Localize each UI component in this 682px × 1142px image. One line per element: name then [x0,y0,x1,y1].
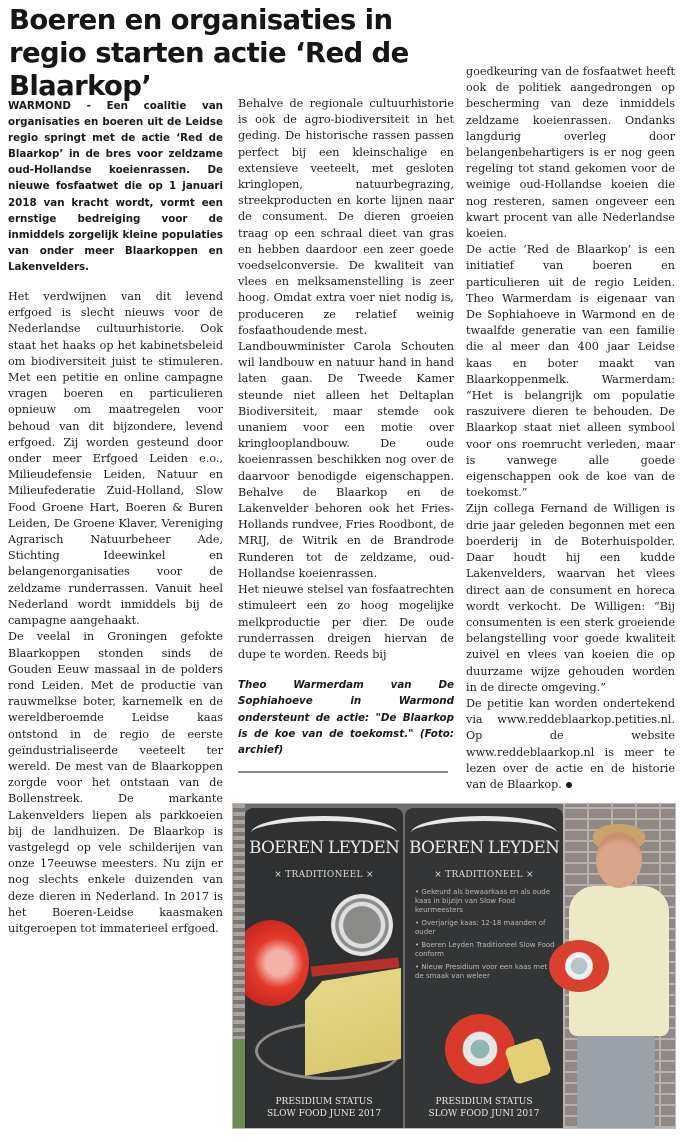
sign-footer-line2: SLOW FOOD JUNE 2017 [266,1109,382,1119]
seal-stamp-icon [331,894,393,956]
caption-divider [238,771,448,773]
column-2 [238,96,454,773]
person-head [596,832,642,888]
paragraph-final-text: De petitie kan worden ondertekend via www.reddeblaarkop.petities.nl. Op de website www.reddeblaarkop.nl is meer te lezen over de actie en de historie van de Blaarkop. [466,696,675,791]
sign-footer-line2: SLOW FOOD JUNI 2017 [428,1109,540,1119]
paragraph: De veelal in Groningen gefokte Blaarkoppen stonden sinds de Gouden Eeuw massaal in de polders rond Leiden. Met de productie van rauwmelkse boter, karnemelk en de wereldberoemde Leidse kaas ontstond in de regio de eerste geïndustrialiseerde veeteelt ter wereld. De mest van de Blaarkoppen zorgde voor het ontstaan van de Bollenstreek. De markante Lakenvelders liepen als parkkoeien bij de landhuizen. De Blaarkop is vastgelegd op vele schilderijen van onze 17eeuwse meesters. Nu zijn er nog slechts enkele duizenden van deze dieren in Nederland. In 2017 is het Boeren-Leidse kaasmaken uitgeroepen tot immaterieel erfgoed. [8,630,223,935]
paragraph: Zijn collega Fernand de Willigen is drie jaar geleden begonnen met een boerderij in de Boterhuispolder. Daar houdt hij een kudde Lakenvelders, waarvan het vlees direct aan de consument en horeca wordt verkocht. De Willigen: “Bij consumenten is een sterk groeiende belangstelling voor goede kwaliteit zuivel en vlees van koeien die op duurzame wijze gehouden worden in de directe omgeving.” [466,502,675,694]
person-legs [577,1030,655,1128]
sign-bullets [415,888,555,985]
article-photo [232,803,676,1129]
paragraph: De actie ‘Red de Blaarkop’ is een initiatief van boeren en particulieren uit de regio Leiden. Theo Warmerdam is eigenaar van De Sophiahoeve in Warmond en de twaalfde generatie van een familie die al meer dan 400 jaar Leidse kaas en boter maakt van Blaarkoppenmelk. Warmerdam: “Het is belangrijk om populatie raszuivere dieren te behouden. De Blaarkop staat niet alleen symbool voor ons roemrucht verleden, maar is vanwege alle goede eigenschappen ook de koe van de toekomst.” [466,243,675,500]
cheese-wheel [445,1014,515,1084]
sign-footer [249,1093,399,1120]
scallop-border [411,816,557,833]
sign-subtitle: × TRADITIONEEL × [434,870,534,880]
paragraph: Behalve de regionale cultuurhistorie is ook de agro-biodiversiteit in het geding. De historische rassen passen perfect bij een kleinschalige en extensieve veeteelt, met gesloten kringlopen, natuurbegrazing, streekproducten en korte lijnen naar de consument. De dieren groeien traag op een schraal dieet van gras en hebben daardoor een zeer goede voedselconversie. De kwaliteit van vlees en melksamenstelling is zeer hoog. Omdat extra voer niet nodig is, produceren ze relatief weinig fosfaathoudende mest. [238,97,454,337]
column-3 [466,64,675,793]
paragraph-final [466,696,675,793]
article-intro [8,98,223,275]
sign-footer [409,1093,559,1120]
paragraph: Landbouwminister Carola Schouten wil landbouw en natuur hand in hand laten gaan. De Tweede Kamer steunde niet alleen het Deltaplan Biodiversiteit, maar stemde ook unaniem voor een motie over kringlooplandbouw. De oude koeienrassen beschikken nog over de daarvoor benodigde eigenschappen. Behalve de Blaarkop en de Lakenvelder behoren ook het Fries-Hollands rundvee, Fries Roodbont, de MRIJ, de Witrik en de Brandrode Runderen tot de zeldzame, oud-Hollandse koeienrassen. [238,340,454,580]
chalkboard-sign-2 [405,808,563,1128]
column-1-body [8,289,223,937]
dateline: WARMOND [8,100,71,112]
paragraph: Het nieuwe stelsel van fosfaatrechten stimuleert een zo hoog mogelijke melkproductie per dier. De oude runderrassen dreigen hiervan de dupe te worden. Reeds bij [238,583,454,661]
column-3-body [466,64,675,793]
column-2-body [238,96,454,663]
photo-caption: Theo Warmerdam van De Sophiahoeve in Warmond ondersteunt de actie: "De Blaarkop is de koe van de toekomst." (Foto: archief) [238,679,454,757]
sign-footer-line1: PRESIDIUM STATUS [275,1097,373,1107]
held-cheese-wheel [549,940,609,992]
sign-bullet: • Boeren Leyden Traditioneel Slow Food conform [415,941,555,958]
paragraph: Het verdwijnen van dit levend erfgoed is slecht nieuws voor de Nederlandse cultuurhistorie. Ook staat het haaks op het kabinetsbeleid om biodiversiteit juist te stimuleren. Met een petitie en online campagne vragen boeren en particulieren opnieuw om maatregelen voor behoud van dit bijzondere, levend erfgoed. Zij worden gesteund door onder meer Erfgoed Leiden e.o., Milieudefensie Leiden, Natuur en Milieufederatie Zuid-Holland, Slow Food Groene Hart, Boeren & Buren Leiden, De Groene Klaver, Vereniging Agrarisch Natuurbeheer Ade, Stichting Ideewinkel en belangenorganisaties voor de zeldzame runderrassen. Vanuit heel Nederland wordt inmiddels bij de campagne aangehaakt. [8,290,223,628]
sign-bullet: • Overjarige kaas: 12-18 maanden of ouder [415,919,546,936]
article-headline: Boeren en organisaties in regio starten actie ‘Red de Blaarkop’ [9,4,409,102]
end-mark-icon [566,782,572,788]
scallop-border [251,816,397,833]
sign-bullet: • Gekeurd als bewaarkaas en als oude kaas in bijzijn van Slow Food keurmeesters [415,888,551,914]
column-1 [8,98,223,937]
sign-brand: BOEREN LEYDEN [408,838,560,858]
paragraph: goedkeuring van de fosfaatwet heeft ook de politiek aangedrongen op bescherming van deze inmiddels zeldzame koeienrassen. Ondanks langdurig overleg door belangenbehartigers is er nog geen regeling tot stand gekomen voor de weinige oud-Hollandse koeien die nog resteren, samen ongeveer een kwart procent van alle Nederlandse koeien. [466,65,675,241]
sign-subtitle: × TRADITIONEEL × [274,870,374,880]
sign-footer-line1: PRESIDIUM STATUS [435,1097,533,1107]
sign-brand: BOEREN LEYDEN [248,838,400,858]
grass [233,1039,245,1129]
cheese-wedge [305,968,401,1076]
intro-text: - Een coalitie van organisaties en boeren uit de Leidse regio springt met de actie ‘Red de Blaarkop’ in de bres voor zeldzame oud-Hollandse koeienrassen. De nieuwe fosfaatwet die op 1 januari 2018 van kracht wordt, vormt een ernstige bedreiging voor de inmiddels zorgelijk kleine populaties van onder meer Blaarkoppen en Lakenvelders. [8,100,223,273]
sign-bullet: • Nieuw Presidium voor een kaas met de smaak van weleer [415,963,548,980]
cheese-wheel [245,920,309,1006]
chalkboard-sign-1 [245,808,403,1128]
